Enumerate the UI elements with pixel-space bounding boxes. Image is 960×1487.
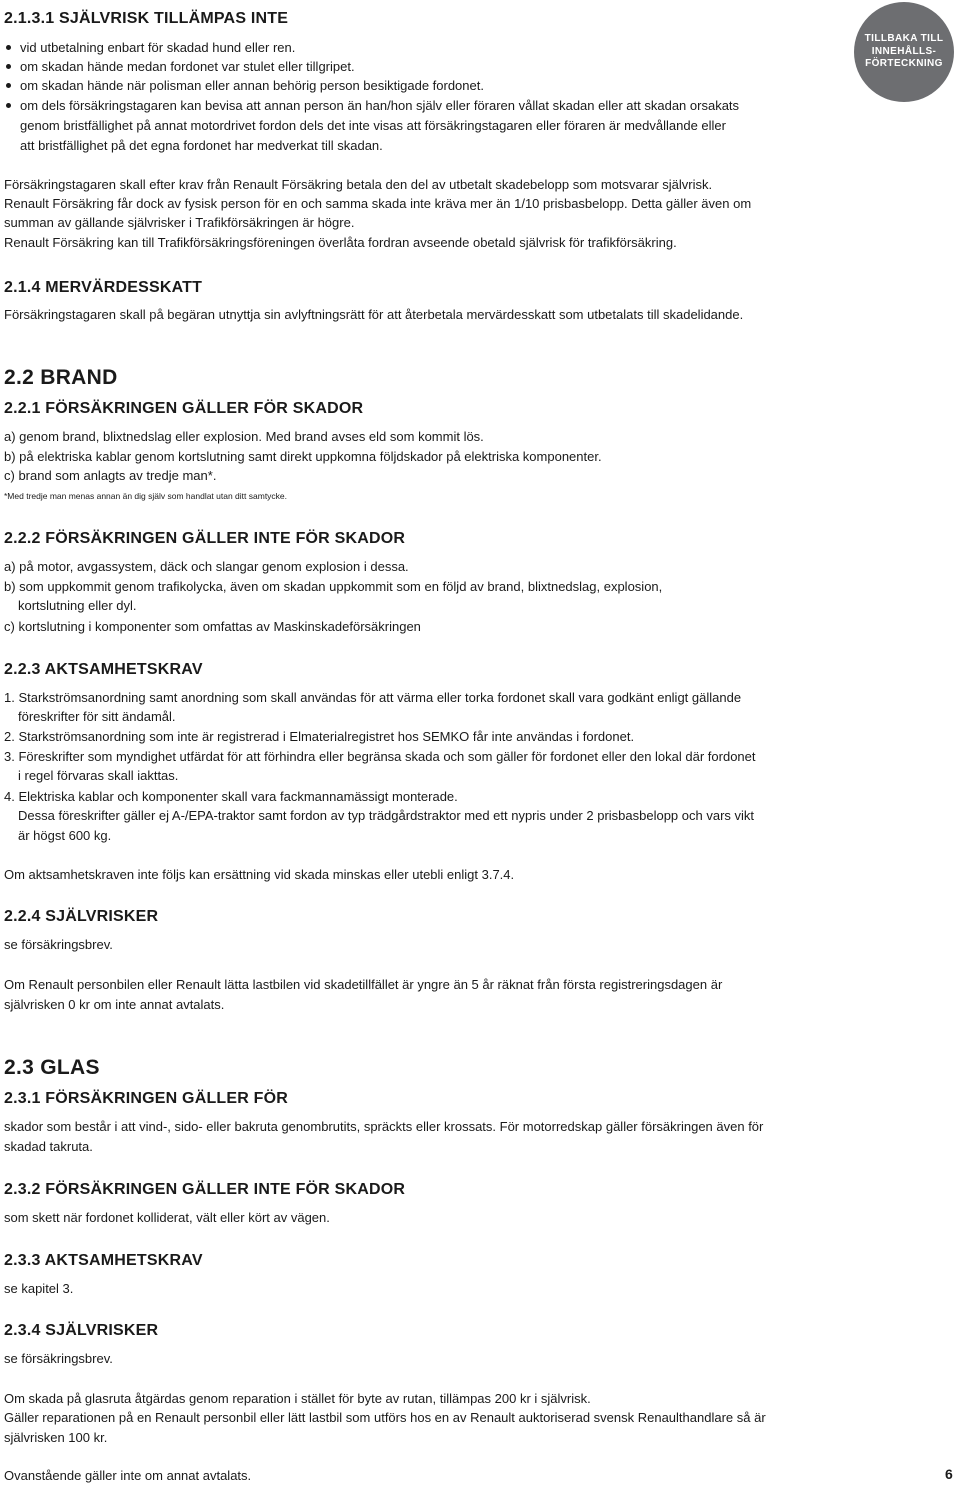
paragraph: självrisken 100 kr. [4, 1430, 108, 1445]
list-item: a) genom brand, blixtnedslag eller explosion. Med brand avses eld som kommit lös. [4, 429, 484, 444]
paragraph: Renault Försäkring kan till Trafikförsäkringsföreningen överlåta fordran avseende obetald självrisk för trafikförsäkring. [4, 235, 677, 250]
footnote: *Med tredje man menas annan än dig själv som handlat utan ditt samtycke. [4, 491, 288, 501]
heading-2-2-4: 2.2.4 SJÄLVRISKER [4, 908, 159, 925]
paragraph: självrisken 0 kr om inte annat avtalats. [4, 997, 225, 1012]
toc-label-line1: TILLBAKA TILL [864, 33, 944, 45]
paragraph: se kapitel 3. [4, 1281, 74, 1296]
toc-label-line2: INNEHÅLLS- [871, 45, 937, 57]
heading-2-3-1: 2.3.1 FÖRSÄKRINGEN GÄLLER FÖR [4, 1090, 289, 1107]
list-item: 2. Starkströmsanordning som inte är registrerad i Elmaterialregistret hos SEMKO får inte användas i fordonet. [4, 729, 635, 744]
bullet-continuation: genom bristfällighet på annat motordrivet fordon dels det inte visas att försäkringstagaren eller föraren är medvållande eller [20, 118, 726, 133]
bullet-continuation: att bristfällighet på det egna fordonet har medverkat till skadan. [20, 138, 383, 153]
list-item: a) på motor, avgassystem, däck och slangar genom explosion i dessa. [4, 559, 409, 574]
paragraph: Renault Försäkring får dock av fysisk person för en och samma skada inte kräva mer än 1/10 prisbasbelopp. Detta gäller även om [4, 196, 752, 211]
list-item-continuation: i regel förvaras skall iakttas. [18, 768, 179, 783]
bullet-dot-icon [6, 103, 11, 108]
heading-2-3: 2.3 GLAS [4, 1056, 100, 1079]
bullet-item: vid utbetalning enbart för skadad hund eller ren. [6, 38, 295, 58]
heading-2-3-4: 2.3.4 SJÄLVRISKER [4, 1322, 159, 1339]
heading-2-2-2: 2.2.2 FÖRSÄKRINGEN GÄLLER INTE FÖR SKADOR [4, 530, 406, 547]
paragraph: skadad takruta. [4, 1139, 93, 1154]
list-item-continuation: föreskrifter för sitt ändamål. [18, 709, 176, 724]
list-item: 4. Elektriska kablar och komponenter skall vara fackmannamässigt monterade. [4, 789, 458, 804]
paragraph: som skett när fordonet kolliderat, vält eller kört av vägen. [4, 1210, 330, 1225]
heading-2-1-4: 2.1.4 MERVÄRDESSKATT [4, 279, 203, 296]
paragraph: Försäkringstagaren skall efter krav från Renault Försäkring betala den del av utbetalt skadebelopp som motsvarar självrisk. [4, 177, 713, 192]
bullet-dot-icon [6, 45, 11, 50]
back-to-toc-button[interactable] [854, 2, 954, 102]
paragraph: Om Renault personbilen eller Renault lätta lastbilen vid skadetillfället är yngre än 5 år räknat från första registreringsdagen är [4, 977, 723, 992]
paragraph: skador som består i att vind-, sido- eller bakruta genombrutits, spräckts eller krossats. För motorredskap gäller försäkringen även för [4, 1119, 764, 1134]
heading-2-2-3: 2.2.3 AKTSAMHETSKRAV [4, 661, 203, 678]
page-number: 6 [945, 1466, 953, 1482]
list-item-continuation: kortslutning eller dyl. [18, 598, 137, 613]
bullet-item: om dels försäkringstagaren kan bevisa att annan person än han/hon själv eller föraren vållat skadan eller att skadan orsakats [6, 96, 739, 116]
paragraph: Om aktsamhetskraven inte följs kan ersättning vid skada minskas eller utebli enligt 3.7.4. [4, 867, 515, 882]
heading-2-2: 2.2 BRAND [4, 366, 118, 389]
list-item: c) brand som anlagts av tredje man*. [4, 468, 217, 483]
list-item: b) på elektriska kablar genom kortslutning samt direkt uppkomna följdskador på elektriska komponenter. [4, 449, 602, 464]
list-item: c) kortslutning i komponenter som omfattas av Maskinskadeförsäkringen [4, 619, 421, 634]
paragraph: se försäkringsbrev. [4, 1351, 113, 1366]
list-item: 1. Starkströmsanordning samt anordning som skall användas för att värma eller torka fordonet skall vara godkänt enligt gällande [4, 690, 742, 705]
paragraph: Försäkringstagaren skall på begäran utnyttja sin avlyftningsrätt för att återbetala mervärdesskatt som utbetalats till skadelidande. [4, 307, 744, 322]
heading-2-3-2: 2.3.2 FÖRSÄKRINGEN GÄLLER INTE FÖR SKADOR [4, 1181, 406, 1198]
list-item: b) som uppkommit genom trafikolycka, även om skadan uppkommit som en följd av brand, blixtnedslag, explosion, [4, 579, 663, 594]
bullet-dot-icon [6, 83, 11, 88]
heading-2-3-3: 2.3.3 AKTSAMHETSKRAV [4, 1252, 203, 1269]
bullet-dot-icon [6, 64, 11, 69]
heading-2-2-1: 2.2.1 FÖRSÄKRINGEN GÄLLER FÖR SKADOR [4, 400, 364, 417]
paragraph: summan av gällande självrisker i Trafikförsäkringen är högre. [4, 215, 355, 230]
heading-2-1-3-1: 2.1.3.1 SJÄLVRISK TILLÄMPAS INTE [4, 10, 289, 27]
list-item: 3. Föreskrifter som myndighet utfärdat för att förhindra eller begränsa skada och som gäller för fordonet eller den lokal där fordonet [4, 749, 756, 764]
list-item-continuation: Dessa föreskrifter gäller ej A-/EPA-traktor samt fordon av typ trädgårdstraktor med ett nypris under 2 prisbasbelopp och vars vikt [18, 808, 755, 823]
bullet-item: om skadan hände när polisman eller annan behörig person besiktigade fordonet. [6, 76, 484, 96]
bullet-item: om skadan hände medan fordonet var stulet eller tillgripet. [6, 57, 355, 77]
footer-note: Ovanstående gäller inte om annat avtalats. [4, 1468, 252, 1483]
paragraph: se försäkringsbrev. [4, 937, 113, 952]
paragraph: Gäller reparationen på en Renault personbil eller lätt lastbil som utförs hos en av Renault auktoriserad svensk Renaulthandlare så är [4, 1410, 766, 1425]
list-item-continuation: är högst 600 kg. [18, 828, 112, 843]
toc-label-line3: FÖRTECKNING [865, 58, 943, 70]
paragraph: Om skada på glasruta åtgärdas genom reparation i stället för byte av rutan, tillämpas 200 kr i självrisk. [4, 1391, 591, 1406]
